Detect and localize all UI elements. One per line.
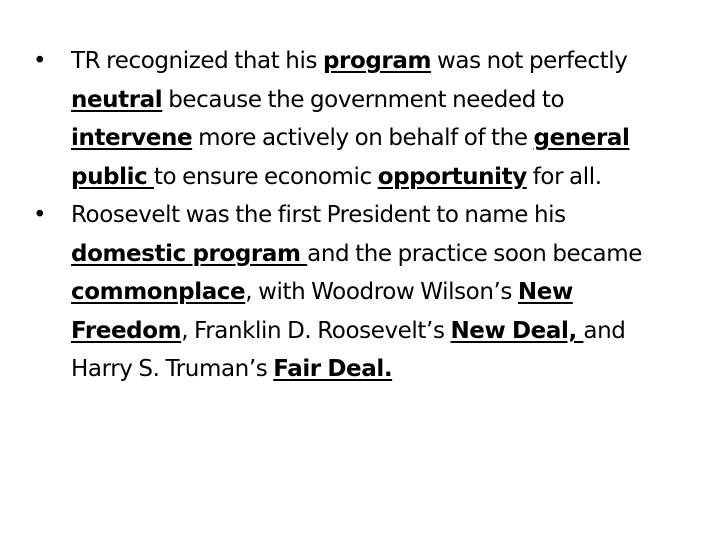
keyword-segment: neutral — [71, 86, 163, 113]
bullet-text — [71, 202, 642, 382]
text-segment: for all. — [526, 163, 602, 190]
keyword-segment: Fair Deal. — [273, 356, 393, 382]
text-segment: because the government needed to — [162, 86, 565, 113]
keyword-segment: commonplace — [71, 279, 246, 305]
keyword-segment: general public — [71, 125, 630, 190]
keyword-segment: intervene — [71, 125, 193, 151]
bullet-list — [33, 42, 673, 389]
text-segment: , Franklin D. Roosevelt’s — [181, 317, 451, 344]
keyword-segment: domestic program — [71, 240, 308, 267]
bullet-dot-icon: • — [33, 202, 47, 228]
text-segment: Roosevelt was the first President to name his — [71, 202, 566, 228]
text-segment: and Harry S. Truman’s — [71, 317, 626, 382]
bullet-item — [33, 42, 673, 196]
keyword-segment: program — [322, 48, 432, 74]
bullet-dot-icon: • — [33, 48, 47, 74]
text-segment: and the practice soon became — [307, 240, 642, 267]
text-segment: TR recognized that his — [71, 48, 323, 74]
text-segment: to ensure economic — [153, 163, 378, 190]
bullet-item — [33, 196, 673, 389]
keyword-segment: New Deal, — [450, 317, 584, 344]
bullet-text — [71, 48, 630, 190]
text-segment: more actively on behalf of the — [192, 125, 534, 151]
keyword-segment: New Freedom — [71, 279, 573, 344]
text-segment: , with Woodrow Wilson’s — [245, 279, 518, 305]
text-segment: was not perfectly — [431, 48, 628, 74]
keyword-segment: opportunity — [377, 163, 527, 190]
